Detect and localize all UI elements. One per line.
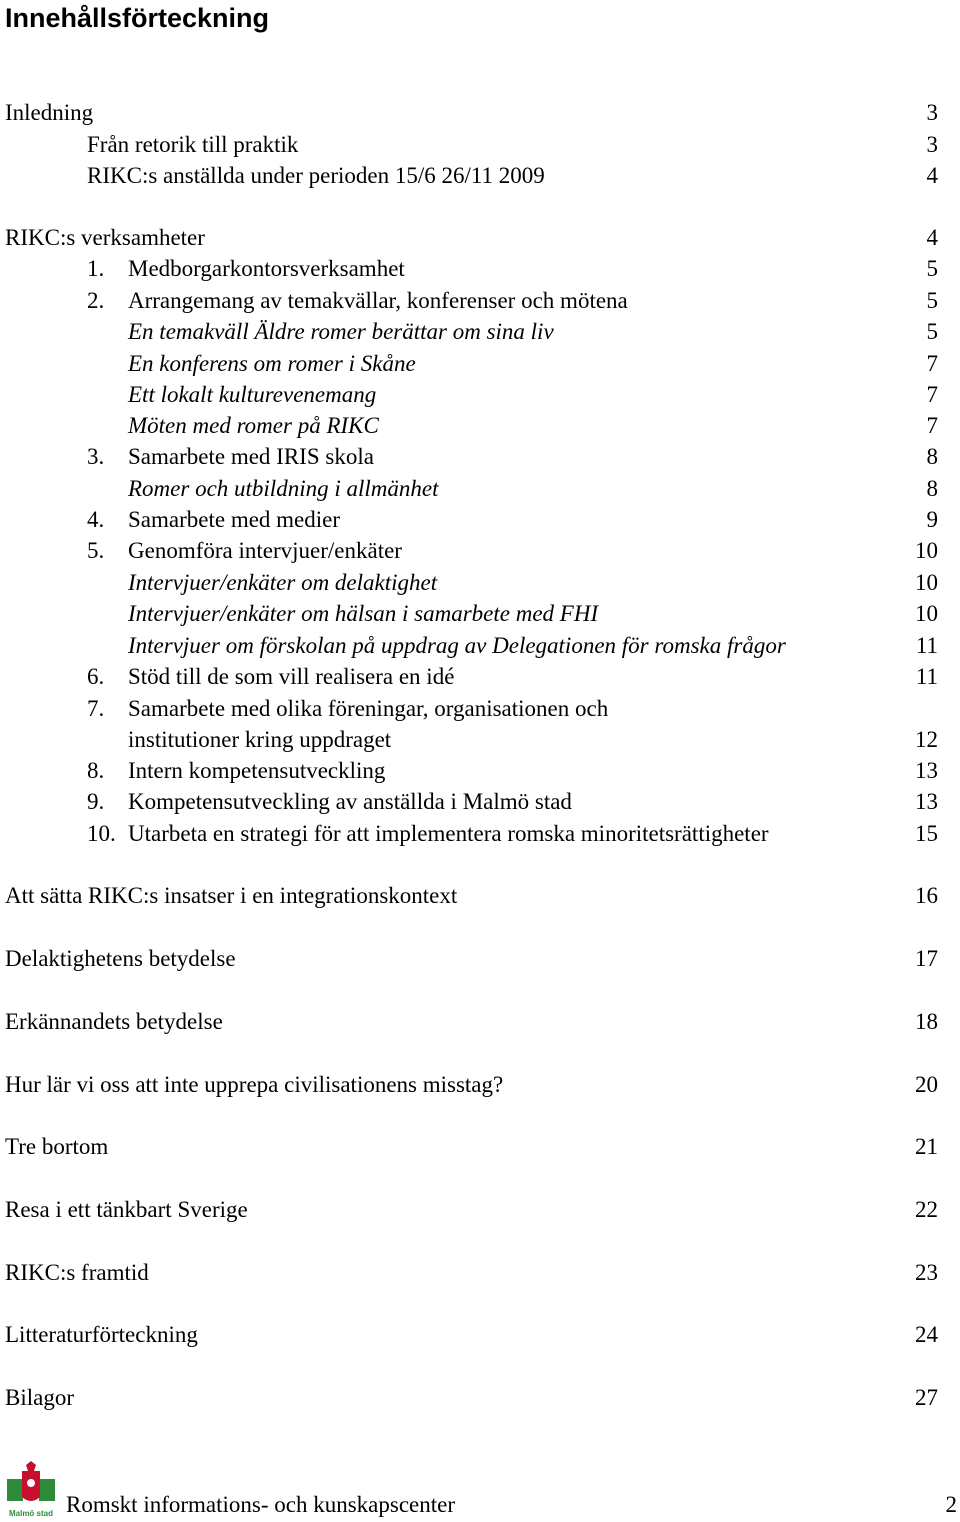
toc-entry-title: Litteraturförteckning [5,1322,198,1347]
toc-entry-title: En temakväll Äldre romer berättar om sina liv [128,319,554,344]
toc-entry-page: 17 [915,946,938,971]
toc-entry [0,661,960,692]
toc-entry-title: Erkännandets betydelse [5,1009,223,1034]
toc-entry [0,410,960,441]
toc-entry-title: Resa i ett tänkbart Sverige [5,1197,248,1222]
toc-entry-page: 13 [915,758,938,783]
toc-entry-number: 2. [87,288,105,313]
toc-entry-number: 9. [87,789,105,814]
svg-text:Malmö stad: Malmö stad [8,1509,54,1518]
toc-entry-page: 22 [915,1197,938,1222]
toc-entry-title: Intervjuer om förskolan på uppdrag av Delegationen för romska frågor [128,633,786,658]
toc-entry [0,724,960,755]
toc-entry [0,129,960,160]
footer-organization: Romskt informations- och kunskapscenter [66,1492,456,1517]
toc-entry-number: 5. [87,538,105,563]
toc-entry [0,567,960,598]
toc-entry-page: 5 [926,319,938,344]
toc-entry [0,630,960,661]
toc-entry [0,97,960,128]
toc-entry [0,1006,960,1037]
toc-entry-page: 13 [915,789,938,814]
toc-entry-page: 24 [915,1322,938,1347]
toc-entry-title: Intervjuer/enkäter om hälsan i samarbete med FHI [128,601,599,626]
toc-entry-page: 23 [915,1260,938,1285]
toc-entry-page: 10 [915,538,938,563]
toc-entry-title: Samarbete med medier [128,507,341,532]
toc-entry [0,285,960,316]
toc-entry [0,441,960,472]
toc-entry [0,316,960,347]
toc-entry-number: 10. [87,821,116,846]
toc-entry-title: Medborgarkontorsverksamhet [128,256,405,281]
toc-entry-title: Genomföra intervjuer/enkäter [128,538,402,563]
toc-entry-page: 10 [915,570,938,595]
toc-entry-page: 11 [915,664,938,689]
toc-entry-title: institutioner kring uppdraget [128,727,392,752]
toc-entry-page: 10 [915,601,938,626]
toc-entry-page: 4 [926,225,938,250]
toc-entry [0,1194,960,1225]
toc-entry [0,880,960,911]
toc-entry-title: Ett lokalt kulturevenemang [128,382,377,407]
toc-entry [0,598,960,629]
toc-entry [0,1382,960,1413]
toc-entry-page: 16 [915,883,938,908]
toc-entry-title: RIKC:s verksamheter [5,225,205,250]
toc-entry [0,755,960,786]
toc-entry-number: 7. [87,696,105,721]
toc-entry-title: Samarbete med olika föreningar, organisationen och [128,696,609,721]
toc-entry-title: Romer och utbildning i allmänhet [128,476,439,501]
toc-entry [0,535,960,566]
toc-entry [0,348,960,379]
toc-entry-title: Samarbete med IRIS skola [128,444,374,469]
toc-entry-page: 12 [915,727,938,752]
toc-entry-title: Stöd till de som vill realisera en idé [128,664,455,689]
toc-entry-page: 4 [926,163,938,188]
toc-entry-number: 4. [87,507,105,532]
malmo-stad-logo [6,1461,56,1519]
toc-entry-title: Delaktighetens betydelse [5,946,236,971]
toc-entry-number: 1. [87,256,105,281]
toc-entry-page: 18 [915,1009,938,1034]
toc-entry-number: 8. [87,758,105,783]
toc-entry-title: Möten med romer på RIKC [128,413,379,438]
toc-entry [0,1131,960,1162]
toc-entry-page: 9 [926,507,938,532]
toc-entry-title: RIKC:s framtid [5,1260,149,1285]
toc-entry-page: 8 [926,476,938,501]
toc-entry-page: 27 [915,1385,938,1410]
toc-entry-page: 7 [926,351,938,376]
toc-entry-page: 5 [926,288,938,313]
toc-entry [0,1257,960,1288]
toc-entry-title: Tre bortom [5,1134,109,1159]
toc-entry [0,253,960,284]
toc-entry [0,786,960,817]
page-title: Innehållsförteckning [5,3,270,33]
toc-entry-title: Utarbeta en strategi för att implementera romska minoritetsrättigheter [128,821,769,846]
footer-page-number: 2 [945,1492,957,1517]
toc-entry-page: 20 [915,1072,938,1097]
toc-entry-title: Från retorik till praktik [87,132,299,157]
toc-entry-page: 8 [926,444,938,469]
toc-entry-page: 3 [926,100,938,125]
toc-entry [0,473,960,504]
toc-entry [0,1319,960,1350]
toc-entry-page: 21 [915,1134,938,1159]
toc-entry-title: RIKC:s anställda under perioden 15/6 26/11 2009 [87,163,545,188]
toc-entry [0,379,960,410]
toc-entry [0,943,960,974]
toc-entry-title: Intervjuer/enkäter om delaktighet [128,570,438,595]
toc-entry-title: Inledning [5,100,94,125]
toc-entry [0,504,960,535]
toc-entry [0,693,960,724]
page-footer [0,1455,960,1522]
toc-entry-title: Bilagor [5,1385,74,1410]
toc-entry [0,1069,960,1100]
toc-entry-page: 7 [926,382,938,407]
toc-entry-number: 3. [87,444,105,469]
toc-entry-title: Hur lär vi oss att inte upprepa civilisationens misstag? [5,1072,504,1097]
toc-entry-page: 3 [926,132,938,157]
toc-entry-page: 15 [915,821,938,846]
toc-entry [0,160,960,191]
toc-entry-number: 6. [87,664,105,689]
toc-entry [0,222,960,253]
toc-entry-title: En konferens om romer i Skåne [128,351,416,376]
toc-entry-title: Att sätta RIKC:s insatser i en integrationskontext [5,883,458,908]
toc-entry-title: Arrangemang av temakvällar, konferenser och mötena [128,288,628,313]
toc-entry [0,818,960,849]
toc-entry-title: Kompetensutveckling av anställda i Malmö stad [128,789,572,814]
toc-entry-page: 5 [926,256,938,281]
toc-entry-page: 11 [915,633,938,658]
toc-entry-title: Intern kompetensutveckling [128,758,386,783]
toc-entry-page: 7 [926,413,938,438]
